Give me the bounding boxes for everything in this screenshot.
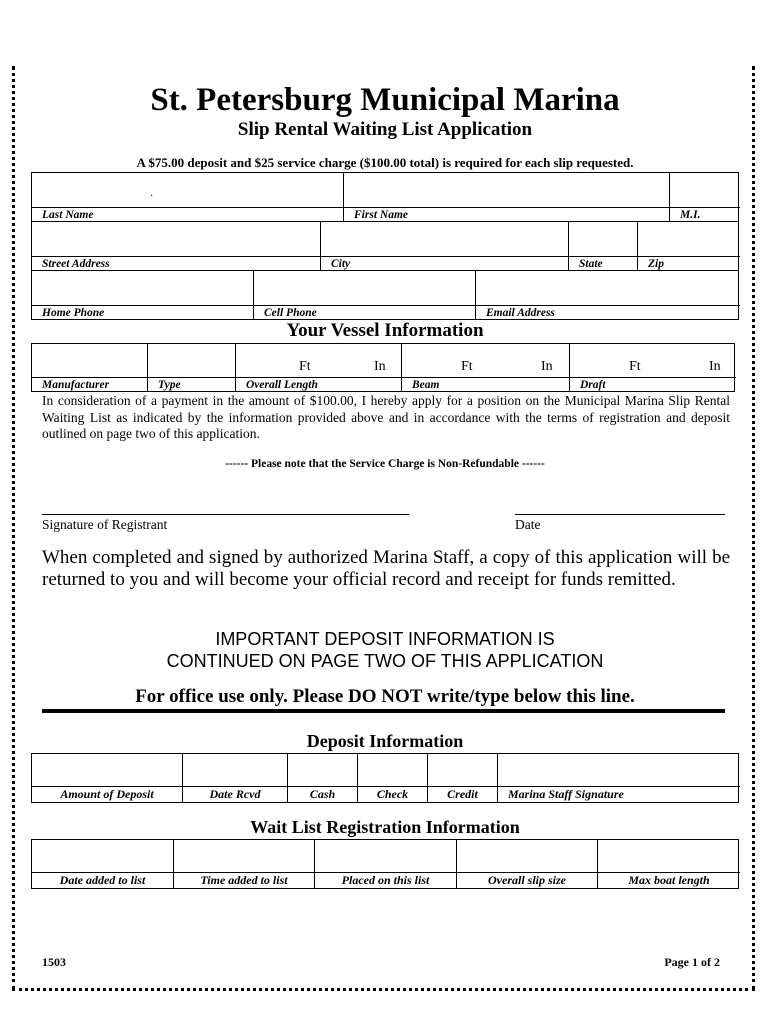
- draft-ft-unit: Ft: [629, 359, 641, 374]
- deposit-col-label: Amount of Deposit: [32, 786, 182, 802]
- manufacturer-field[interactable]: [32, 344, 148, 391]
- beam-field[interactable]: [402, 344, 570, 391]
- city-field[interactable]: [321, 222, 569, 270]
- first-name-field[interactable]: [344, 173, 670, 221]
- cell-phone-label: Cell Phone: [254, 305, 475, 319]
- waitlist-date-cell[interactable]: [32, 840, 174, 888]
- nonrefundable-notice: ------ Please note that the Service Charge is Non-Refundable ------: [225, 458, 545, 470]
- email-label: Email Address: [476, 305, 740, 319]
- city-label: City: [321, 256, 568, 270]
- important-line-1: IMPORTANT DEPOSIT INFORMATION IS: [215, 629, 555, 649]
- waitlist-max-length-cell[interactable]: [598, 840, 740, 888]
- address-row: [31, 221, 739, 271]
- beam-label: Beam: [402, 377, 569, 391]
- waitlist-col-label: Time added to list: [174, 872, 314, 888]
- vessel-heading: Your Vessel Information: [286, 320, 484, 341]
- signature-line[interactable]: [42, 514, 409, 515]
- signature-label: Signature of Registrant: [42, 517, 168, 532]
- waitlist-col-label: Overall slip size: [457, 872, 597, 888]
- date-label: Date: [515, 517, 541, 532]
- waitlist-time-cell[interactable]: [174, 840, 315, 888]
- consideration-paragraph: In consideration of a payment in the amount of $100.00, I hereby apply for a position on the Municipal Marina Slip Rental Waiting List as indicated by the information provided above and in accordance with the terms of registration and deposit outlined on page two of this application.: [42, 393, 730, 441]
- contact-row: [31, 270, 739, 320]
- office-use-heading: For office use only. Please DO NOT write/type below this line.: [135, 686, 635, 707]
- last-name-label: Last Name: [32, 207, 343, 221]
- overall-length-label: Overall Length: [236, 377, 401, 391]
- street-address-field[interactable]: [32, 222, 321, 270]
- deposit-col-label: Marina Staff Signature: [498, 786, 740, 802]
- zip-label: Zip: [638, 256, 740, 270]
- length-in-unit: In: [374, 359, 386, 374]
- state-label: State: [569, 256, 637, 270]
- waitlist-heading: Wait List Registration Information: [250, 817, 520, 837]
- important-deposit-notice: [0, 628, 770, 672]
- cell-phone-field[interactable]: [254, 271, 476, 319]
- name-row: [31, 172, 739, 222]
- bottom-dotted-border: [12, 988, 755, 991]
- waitlist-table: [31, 839, 739, 889]
- vessel-row: [31, 343, 735, 392]
- waitlist-col-label: Date added to list: [32, 872, 173, 888]
- email-field[interactable]: [476, 271, 740, 319]
- important-line-2: CONTINUED ON PAGE TWO OF THIS APPLICATION: [166, 651, 604, 671]
- completed-paragraph: When completed and signed by authorized Marina Staff, a copy of this application will be returned to you and will become your official record and receipt for funds remitted.: [42, 547, 730, 590]
- deposit-col-label: Date Rcvd: [183, 786, 287, 802]
- waitlist-col-label: Max boat length: [598, 872, 740, 888]
- last-name-field[interactable]: · Last Name: [32, 173, 344, 221]
- deposit-note: A $75.00 deposit and $25 service charge ($100.00 total) is required for each slip requested.: [136, 155, 634, 170]
- deposit-date-cell[interactable]: [183, 754, 288, 802]
- type-field[interactable]: [148, 344, 236, 391]
- form-number: 1503: [42, 955, 66, 969]
- zip-field[interactable]: [638, 222, 740, 270]
- length-ft-unit: Ft: [299, 359, 311, 374]
- middle-initial-field[interactable]: [670, 173, 740, 221]
- deposit-amount-cell[interactable]: [32, 754, 183, 802]
- deposit-heading: Deposit Information: [306, 731, 464, 751]
- deposit-col-label: Check: [358, 786, 427, 802]
- middle-initial-label: M.I.: [670, 207, 740, 221]
- state-field[interactable]: [569, 222, 638, 270]
- waitlist-placed-cell[interactable]: [315, 840, 457, 888]
- office-use-divider: [42, 709, 725, 713]
- waitlist-slip-size-cell[interactable]: [457, 840, 598, 888]
- manufacturer-label: Manufacturer: [32, 377, 147, 391]
- page-number: Page 1 of 2: [664, 955, 720, 969]
- date-line[interactable]: [515, 514, 725, 515]
- street-address-label: Street Address: [32, 256, 320, 270]
- home-phone-label: Home Phone: [32, 305, 253, 319]
- deposit-staff-signature-cell[interactable]: [498, 754, 740, 802]
- deposit-credit-cell[interactable]: [428, 754, 498, 802]
- beam-ft-unit: Ft: [461, 359, 473, 374]
- draft-label: Draft: [570, 377, 736, 391]
- draft-field[interactable]: [570, 344, 736, 391]
- deposit-check-cell[interactable]: [358, 754, 428, 802]
- draft-in-unit: In: [709, 359, 721, 374]
- page-title: St. Petersburg Municipal Marina: [150, 82, 620, 118]
- first-name-label: First Name: [344, 207, 669, 221]
- deposit-table: [31, 753, 739, 803]
- deposit-col-label: Credit: [428, 786, 497, 802]
- beam-in-unit: In: [541, 359, 553, 374]
- deposit-col-label: Cash: [288, 786, 357, 802]
- left-dotted-border: [12, 66, 15, 990]
- deposit-cash-cell[interactable]: [288, 754, 358, 802]
- waitlist-col-label: Placed on this list: [315, 872, 456, 888]
- overall-length-field[interactable]: [236, 344, 402, 391]
- right-dotted-border: [752, 66, 755, 990]
- type-label: Type: [148, 377, 235, 391]
- home-phone-field[interactable]: [32, 271, 254, 319]
- page-subtitle: Slip Rental Waiting List Application: [237, 119, 533, 140]
